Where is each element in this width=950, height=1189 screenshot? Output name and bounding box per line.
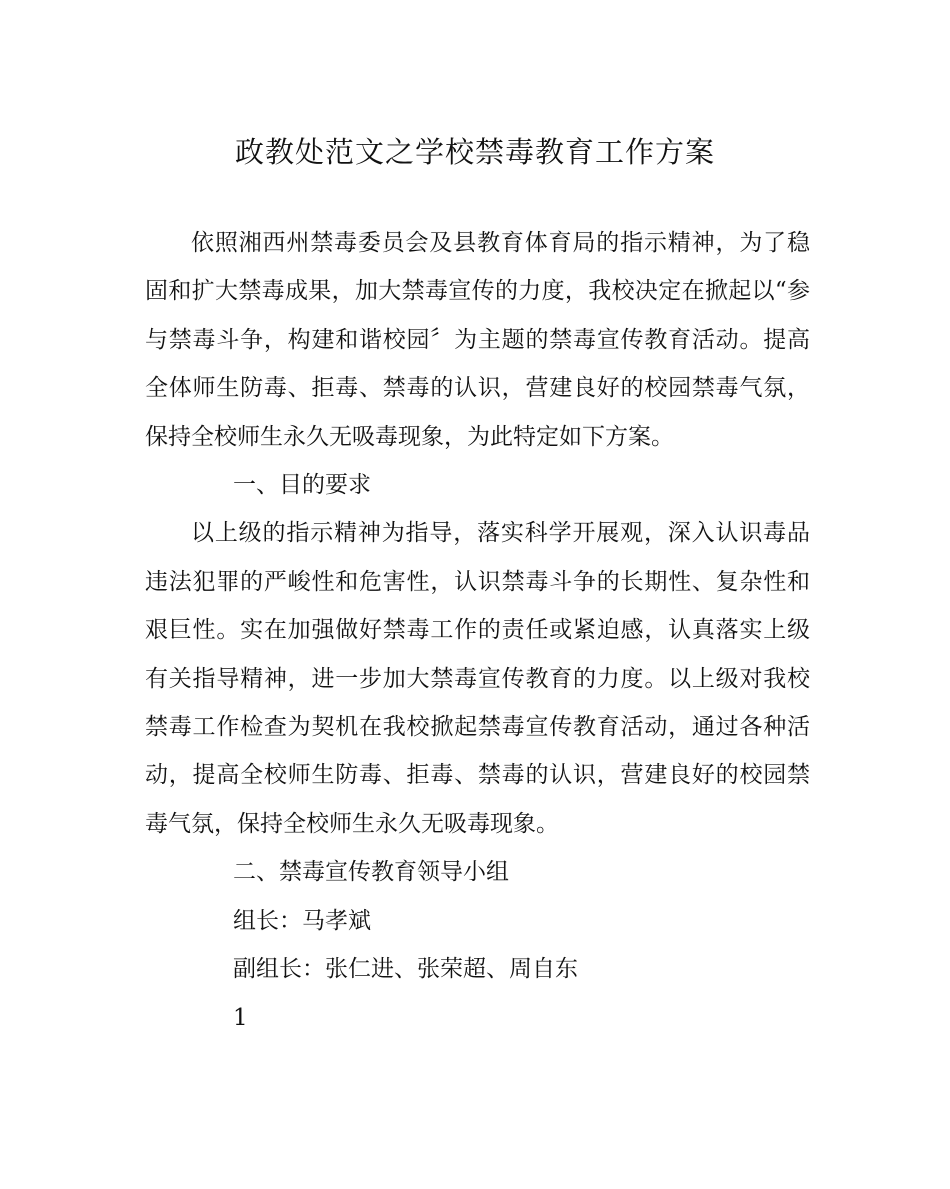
section-heading-leadership: 二、禁毒宣传教育领导小组 xyxy=(233,859,509,886)
page-number: 1 xyxy=(233,1004,248,1031)
section-heading-goals: 一、目的要求 xyxy=(233,472,371,499)
document-body xyxy=(145,219,810,1042)
leader-line: 组长：马孝斌 xyxy=(233,907,371,934)
deputy-leader-line: 副组长：张仁进、张荣超、周自东 xyxy=(233,956,578,983)
intro-paragraph: 依照湘西州禁毒委员会及县教育体育局的指示精神，为了稳固和扩大禁毒成果，加大禁毒宣传的力度，我校决定在掀起以“参与禁毒斗争，构建和谐校园〞为主题的禁毒宣传教育活动。提高全体师生防毒、拒毒、禁毒的认识，营建良好的校园禁毒气氛，保持全校师生永久无吸毒现象，为此特定如下方案。 xyxy=(145,230,810,450)
page-title: 政教处范文之学校禁毒教育工作方案 xyxy=(234,135,715,169)
goals-paragraph: 以上级的指示精神为指导，落实科学开展观，深入认识毒品违法犯罪的严峻性和危害性，认识禁毒斗争的长期性、复杂性和艰巨性。实在加强做好禁毒工作的责任或紧迫感，认真落实上级有关指导精神，进一步加大禁毒宣传教育的力度。以上级对我校禁毒工作检查为契机在我校掀起禁毒宣传教育活动，通过各种活动，提高全校师生防毒、拒毒、禁毒的认识，营建良好的校园禁毒气氛，保持全校师生永久无吸毒现象。 xyxy=(145,520,810,837)
